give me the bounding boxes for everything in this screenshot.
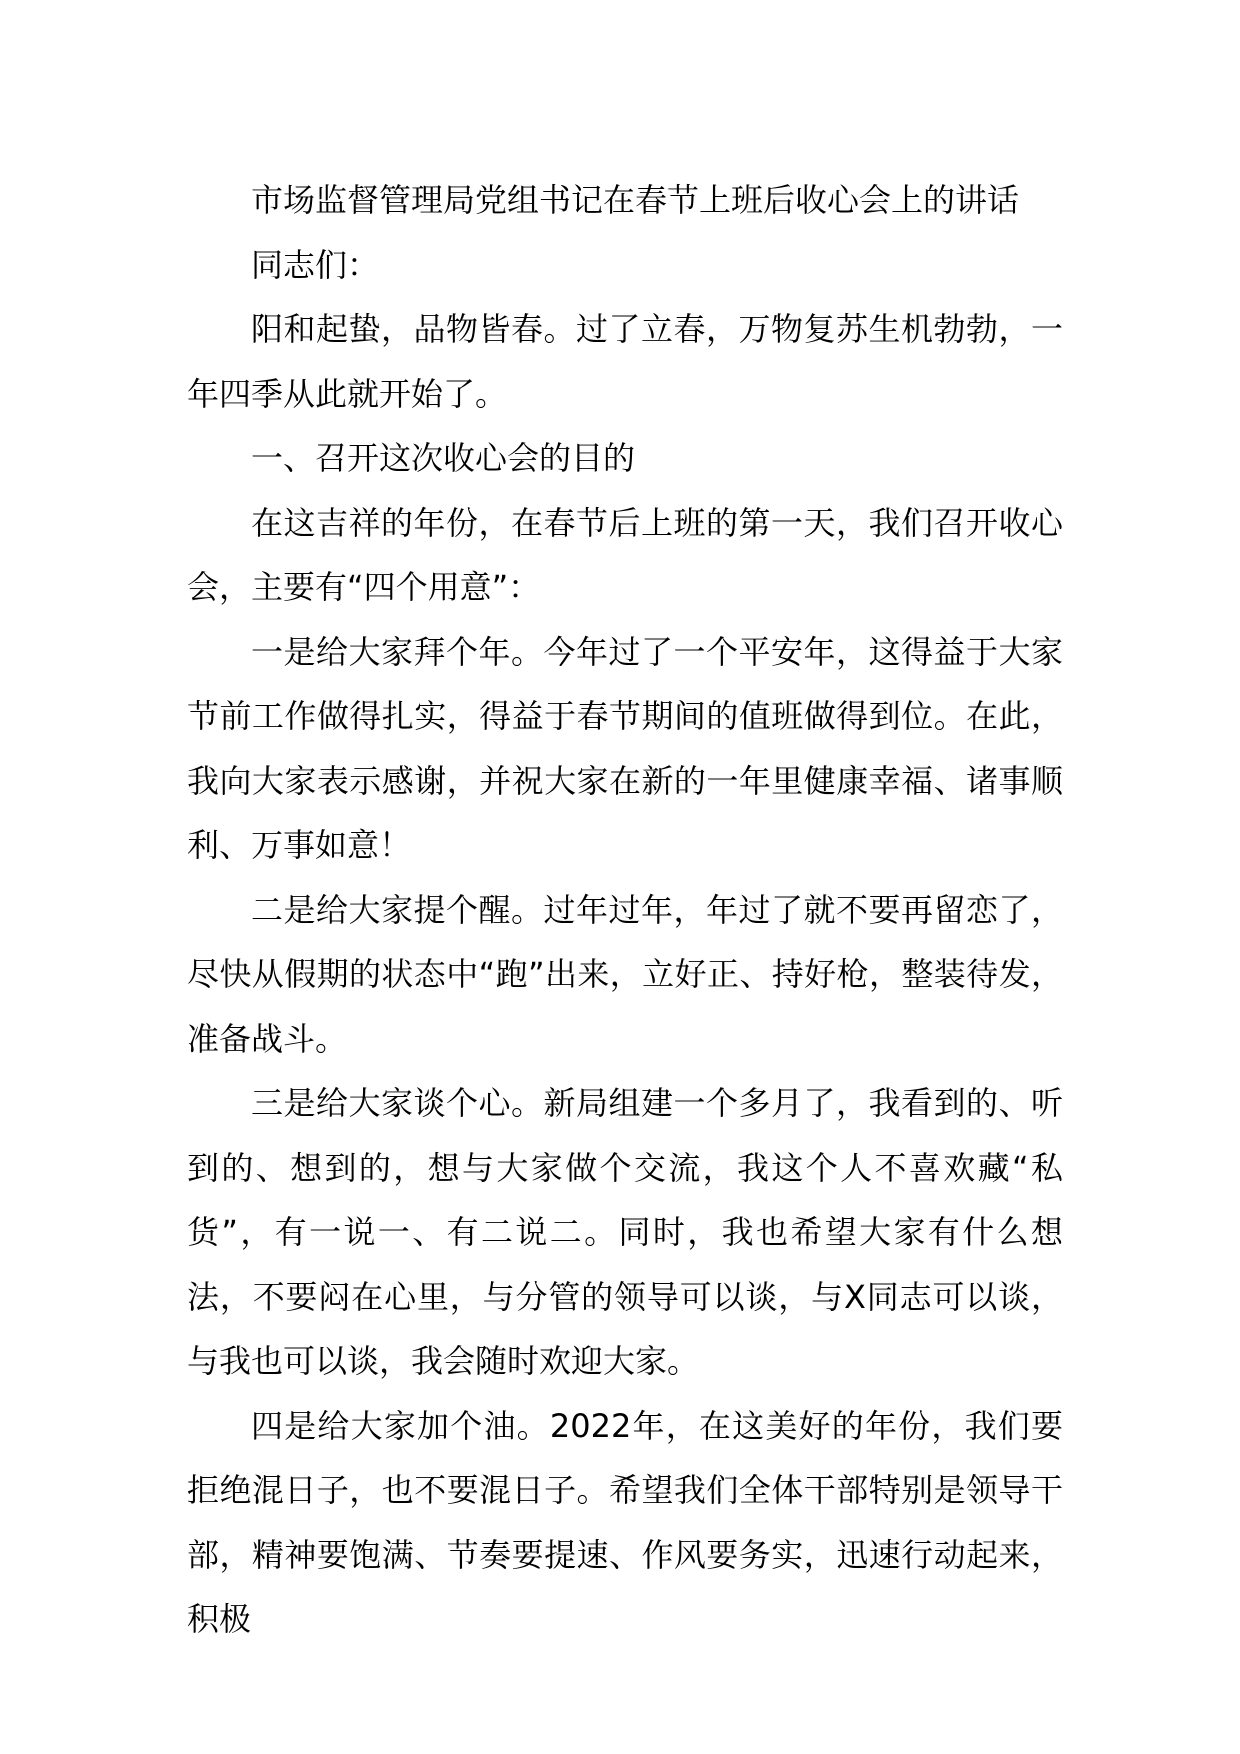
document-title: 市场监督管理局党组书记在春节上班后收心会上的讲话: [251, 181, 1020, 219]
document-body: [187, 168, 1063, 1652]
section-heading-1: 一、召开这次收心会的目的: [251, 439, 636, 477]
paragraph-point-4: 四是给大家加个油。2022年，在这美好的年份，我们要拒绝混日子，也不要混日子。希望我们全体干部特别是领导干部，精神要饱满、节奏要提速、作风要务实，迅速行动起来，积极: [187, 1406, 1063, 1638]
paragraph-purpose: 在这吉祥的年份，在春节后上班的第一天，我们召开收心会，主要有“四个用意”：: [187, 503, 1063, 606]
paragraph-intro: 阳和起蛰，品物皆春。过了立春，万物复苏生机勃勃，一年四季从此就开始了。: [187, 310, 1063, 413]
paragraph-point-1: 一是给大家拜个年。今年过了一个平安年，这得益于大家节前工作做得扎实，得益于春节期间的值班做得到位。在此，我向大家表示感谢，并祝大家在新的一年里健康幸福、诸事顺利、万事如意！: [187, 632, 1063, 864]
paragraph-point-2: 二是给大家提个醒。过年过年，年过了就不要再留恋了，尽快从假期的状态中“跑”出来，立好正、持好枪，整装待发，准备战斗。: [187, 890, 1063, 1058]
paragraph-point-3: 三是给大家谈个心。新局组建一个多月了，我看到的、听到的、想到的，想与大家做个交流，我这个人不喜欢藏“私货”，有一说一、有二说二。同时，我也希望大家有什么想法，不要闷在心里，与分管的领导可以谈，与X同志可以谈，与我也可以谈，我会随时欢迎大家。: [187, 1084, 1063, 1380]
salutation: 同志们：: [251, 245, 380, 284]
